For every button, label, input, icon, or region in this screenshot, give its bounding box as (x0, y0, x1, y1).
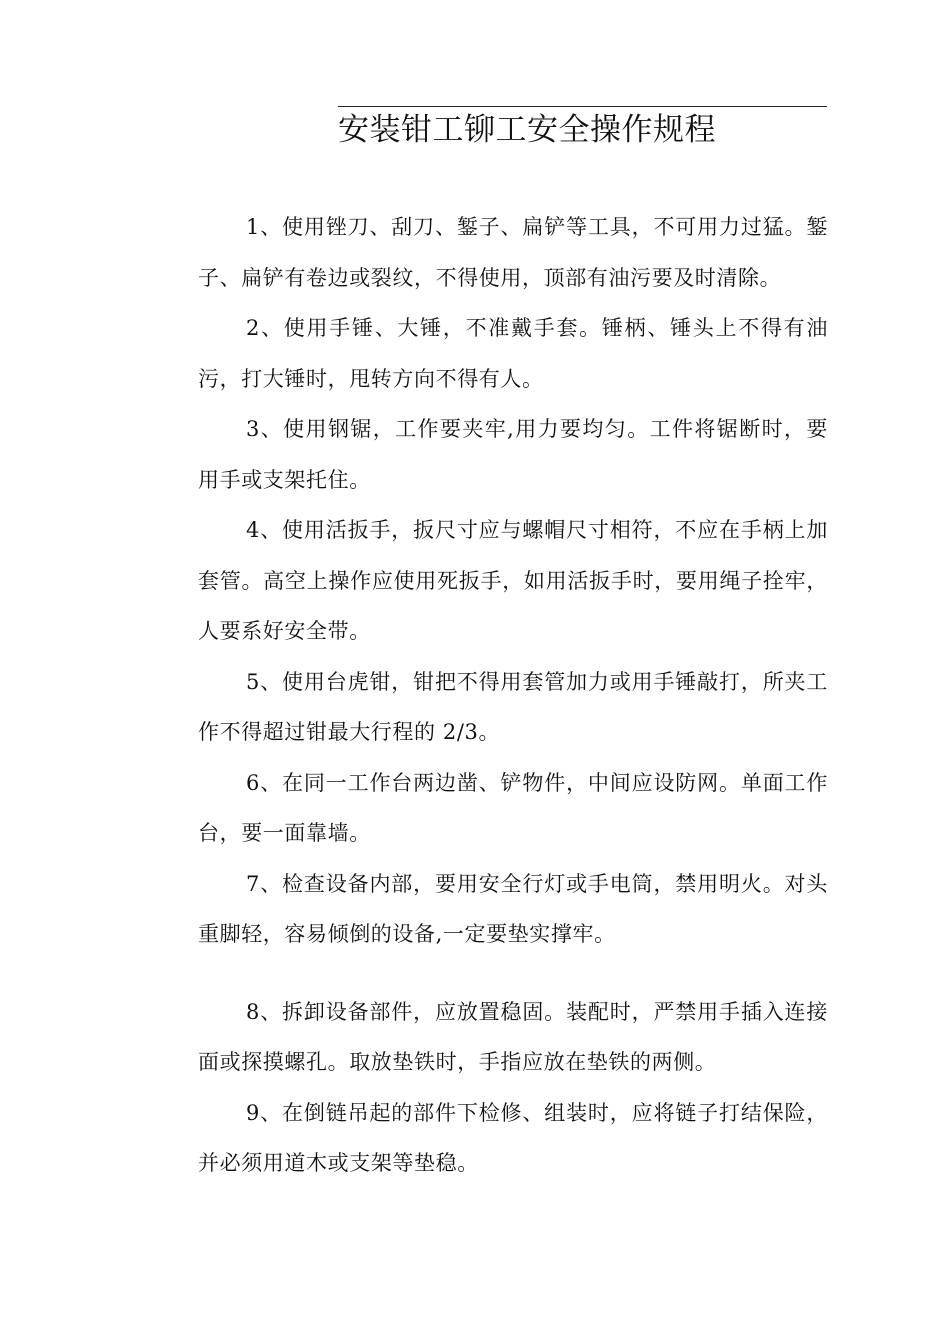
rule-paragraph-4: 4、使用活扳手，扳尺寸应与螺帽尺寸相符，不应在手柄上加套管。高空上操作应使用死扳手，如用活扳手时，要用绳子拴牢，人要系好安全带。 (198, 518, 828, 643)
document-title: 安装钳工铆工安全操作规程 (338, 112, 716, 148)
rule-paragraph-2: 2、使用手锤、大锤，不准戴手套。锤柄、锤头上不得有油污，打大锤时，甩转方向不得有人。 (198, 316, 828, 391)
document-body (198, 202, 828, 1189)
rule-paragraph-1: 1、使用锉刀、刮刀、錾子、扁铲等工具，不可用力过猛。錾子、扁铲有卷边或裂纹，不得使用，顶部有油污要及时清除。 (198, 215, 828, 290)
rule-paragraph-7: 7、检查设备内部，要用安全行灯或手电筒，禁用明火。对头重脚轻，容易倾倒的设备,一定要垫实撑牢。 (198, 871, 828, 946)
rule-paragraph-3: 3、使用钢锯，工作要夹牢,用力要均匀。工件将锯断时，要用手或支架托住。 (198, 417, 828, 492)
rule-paragraph-5: 5、使用台虎钳，钳把不得用套管加力或用手锤敲打，所夹工作不得超过钳最大行程的 2/3。 (198, 669, 828, 744)
rule-paragraph-6: 6、在同一工作台两边凿、铲物件，中间应设防网。单面工作台，要一面靠墙。 (198, 770, 828, 845)
rule-paragraph-9: 9、在倒链吊起的部件下检修、组装时，应将链子打结保险，并必须用道木或支架等垫稳。 (198, 1100, 828, 1175)
header-rule (338, 106, 827, 107)
rule-paragraph-8: 8、拆卸设备部件，应放置稳固。装配时，严禁用手插入连接面或探摸螺孔。取放垫铁时，手指应放在垫铁的两侧。 (198, 999, 828, 1074)
